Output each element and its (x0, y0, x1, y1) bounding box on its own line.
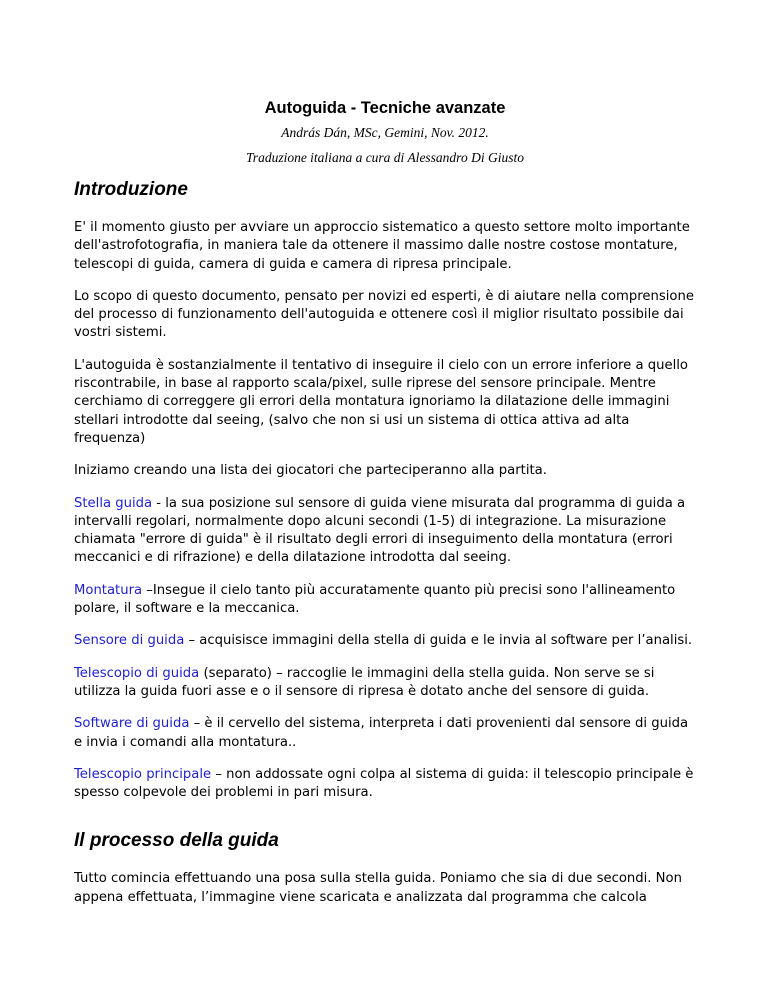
document-title: Autoguida - Tecniche avanzate (264, 99, 506, 117)
translation-credit: Traduzione italiana a cura di Alessandro Di Giusto (246, 150, 524, 165)
section-heading-process: Il processo della guida (74, 830, 279, 852)
definition-term: Montatura (74, 582, 143, 598)
definition-term: Software di guida (74, 716, 190, 732)
definition-text: – non addossate ogni colpa al sistema di guida: il telescopio principale è spesso colpevole dei problemi in pari misura. (74, 766, 694, 801)
definition-text: - la sua posizione sul sensore di guida viene misurata dal programma di guida a intervalli regolari, normalmente dopo alcuni secondi (1-5) di integrazione. La misurazione chiamata "errore di guida" è il risultato degli errori di inseguimento della montatura (errori meccanici e di rifrazione) e della dilatazione introdotta dal seeing. (74, 495, 686, 566)
definition-item (74, 665, 696, 702)
process-paragraph: Tutto comincia effettuando una posa sulla stella guida. Poniamo che sia di due secondi. Non appena effettuata, l’immagine viene scaricata e analizzata dal programma che calcola (74, 871, 682, 905)
definition-item (74, 632, 696, 650)
definition-item (74, 495, 696, 568)
intro-paragraph: Iniziamo creando una lista dei giocatori che parteciperanno alla partita. (74, 463, 547, 479)
definition-text: – acquisisce immagini della stella di guida e le invia al software per l’analisi. (184, 633, 693, 649)
definition-text: – è il cervello del sistema, interpreta i dati provenienti dal sensore di guida e invia i comandi alla montatura.. (74, 716, 689, 750)
definition-item (74, 766, 696, 803)
definition-text: (separato) – raccoglie le immagini della stella guida. Non serve se si utilizza la guida fuori asse e o il sensore di ripresa è dotato anche del sensore di guida. (74, 665, 655, 699)
definition-term: Telescopio di guida (74, 665, 200, 681)
author-line: András Dán, MSc, Gemini, Nov. 2012. (281, 125, 489, 140)
definition-term: Stella guida (74, 495, 153, 511)
definition-term: Sensore di guida (74, 633, 185, 649)
intro-paragraph: E' il momento giusto per avviare un approccio sistematico a questo settore molto importante dell'astrofotografia, in maniera tale da ottenere il massimo dalle nostre costose montature, telescopi di guida, camera di guida e camera di ripresa principale. (74, 220, 690, 272)
intro-paragraph: L'autoguida è sostanzialmente il tentativo di inseguire il cielo con un errore inferiore a quello riscontrabile, in base al rapporto scala/pixel, sulle riprese del sensore principale. Mentre cerchiamo di correggere gli errori della montatura ignoriamo la dilatazione delle immagini stellari introdotte dal seeing, (salvo che non si usi un sistema di ottica attiva ad alta frequenza) (74, 357, 688, 446)
definition-item (74, 715, 696, 752)
section-heading-introduction: Introduzione (74, 179, 188, 200)
definition-term: Telescopio principale (74, 766, 212, 782)
definition-text: –Insegue il cielo tanto più accuratamente quanto più precisi sono l'allineamento polare, il software e la meccanica. (74, 582, 676, 617)
definition-item (74, 582, 696, 619)
intro-paragraph: Lo scopo di questo documento, pensato per novizi ed esperti, è di aiutare nella comprensione del processo di funzionamento dell'autoguida e ottenere così il miglior risultato possibile dai vostri sistemi. (74, 288, 694, 341)
